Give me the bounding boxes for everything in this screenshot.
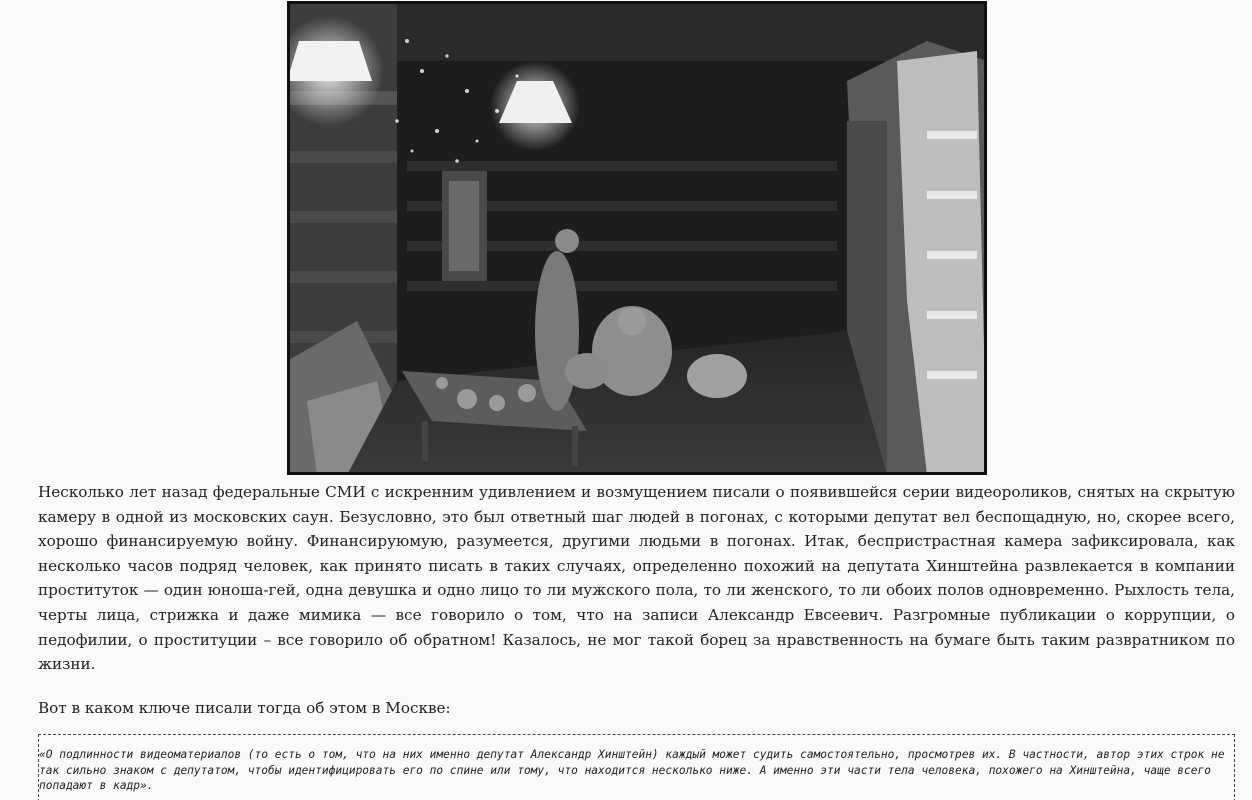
article-body bbox=[38, 480, 1235, 800]
article-photo-image bbox=[287, 1, 987, 475]
article-photo bbox=[287, 1, 987, 475]
blockquote: «О подлинности видеоматериалов (то есть о том, что на них именно депутат Александр Хинштейн) каждый может судить самостоятельно, просмотрев их. В частности, автор этих строк не так сильно знаком с депутатом, чтобы идентифицировать его по спине или тому, что находится несколько ниже. А именно эти части тела человека, похожего на Хинштейна, чаще всего попадают в кадр». bbox=[38, 734, 1235, 800]
article-paragraph: Вот в каком ключе писали тогда об этом в Москве: bbox=[38, 698, 451, 717]
article-paragraph: Несколько лет назад федеральные СМИ с искренним удивлением и возмущением писали о появившейся серии видеороликов, снятых на скрытую камеру в одной из московских саун. Безусловно, это был ответный шаг людей в погонах, с которыми депутат вел беспощадную, но, скорее всего, хорошо финансируемую войну. Финансируюмую, разумеется, другими людьми в погонах. Итак, беспристрастная камера зафиксировала, как несколько часов подряд человек, как принято писать в таких случаях, определенно похожий на депутата Хинштейна развлекается в компании проституток — один юноша-гей, одна девушка и одно лицо то ли мужского пола, то ли женского, то ли обоих полов одновременно. Рыхлость тела, черты лица, стрижка и даже мимика — все говорило о том, что на записи Александр Евсеевич. Разгромные публикации о коррупции, о педофилии, о проституции – все говорило об обратном! Казалось, не мог такой борец за нравственность на бумаге быть таким развратником по жизни. bbox=[38, 483, 1235, 674]
